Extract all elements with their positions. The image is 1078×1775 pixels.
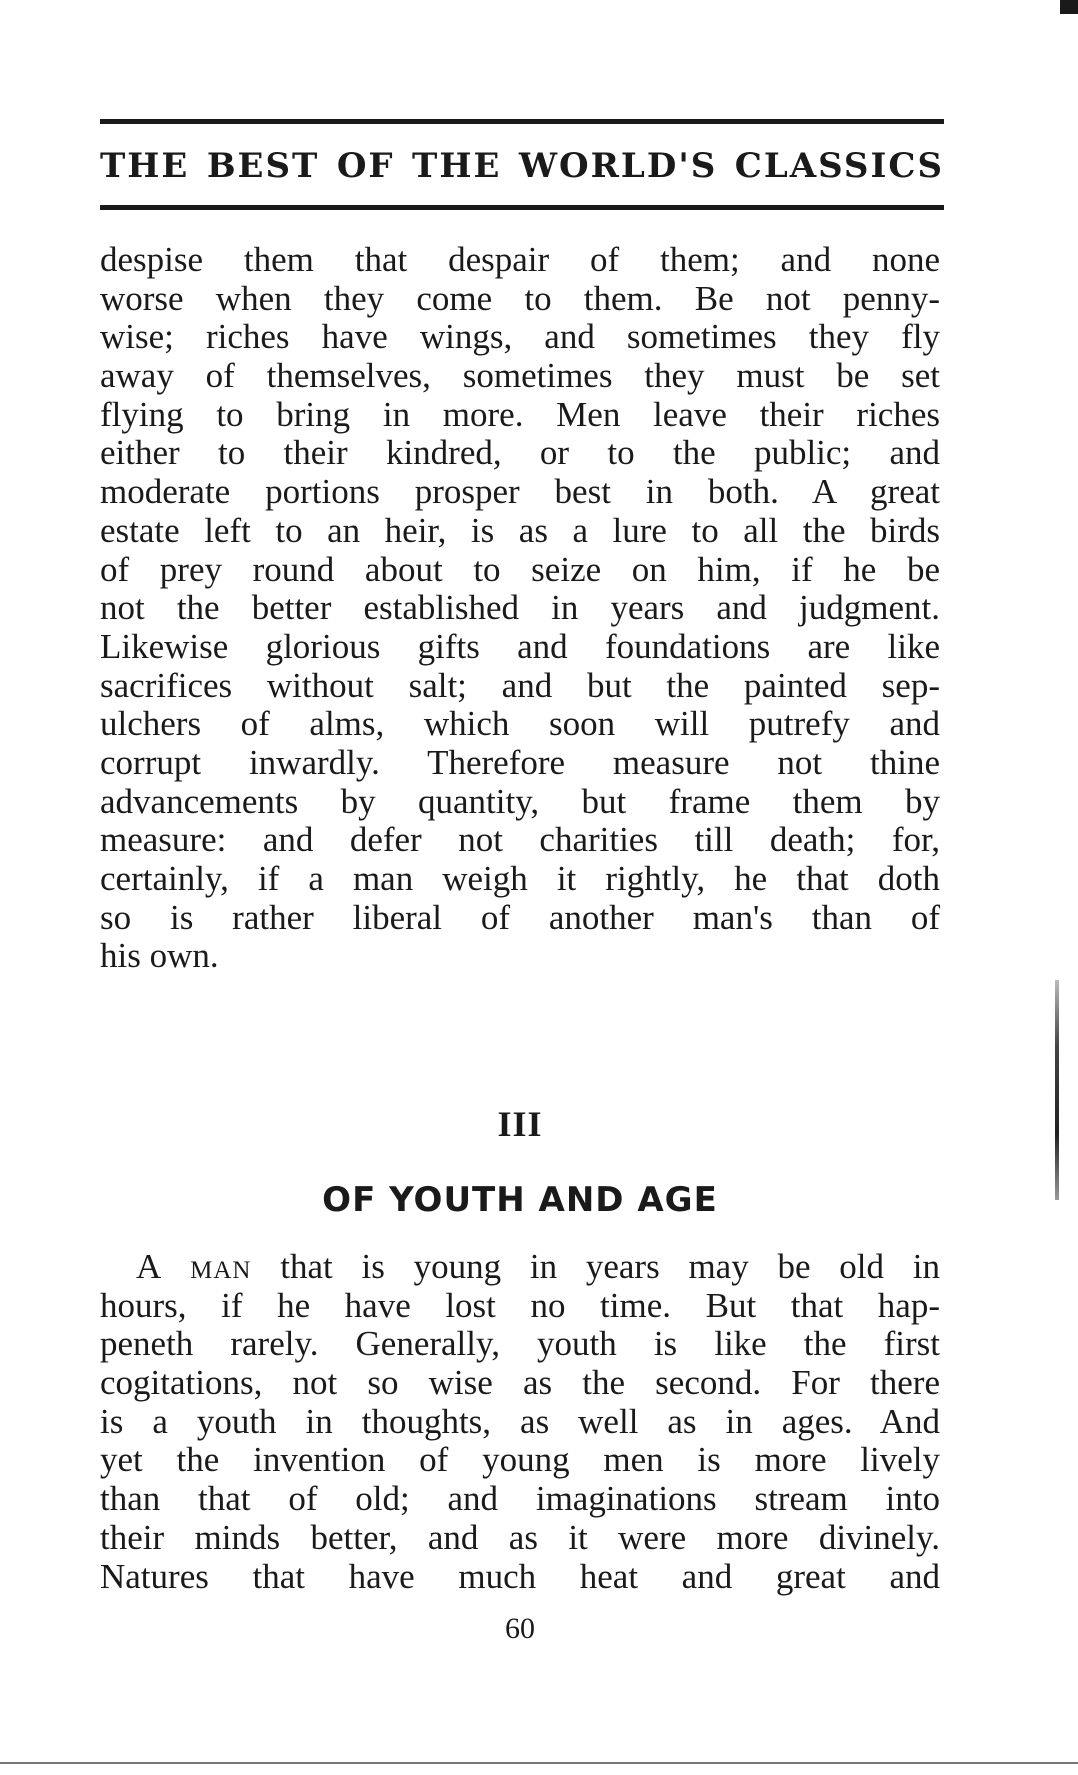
text-line: peneth rarely. Generally, youth is like the first xyxy=(100,1324,940,1364)
text-line: Likewise glorious gifts and foundations are like xyxy=(100,626,940,666)
header-rule-bottom xyxy=(100,205,944,210)
page-edge-shadow xyxy=(1055,980,1059,1200)
text-line: measure: and defer not charities till death; for, xyxy=(100,820,940,860)
text-line: wise; riches have wings, and sometimes they fly xyxy=(100,317,940,357)
header-rule-top xyxy=(100,119,944,124)
text-line: so is rather liberal of another man's than of xyxy=(100,897,940,937)
page-number: 60 xyxy=(505,1612,535,1645)
first-line-text: that is young in years may be old in xyxy=(251,1247,940,1286)
lead-smallcaps: A man xyxy=(136,1247,252,1286)
text-line: estate left to an heir, is as a lure to all the birds xyxy=(100,510,940,550)
text-line: his own. xyxy=(100,936,219,976)
text-line: is a youth in thoughts, as well as in ages. And xyxy=(100,1401,940,1441)
text-line: than that of old; and imaginations stream into xyxy=(100,1479,940,1519)
page-bottom-edge xyxy=(0,1762,1078,1764)
text-line: certainly, if a man weigh it rightly, he that doth xyxy=(100,859,940,898)
text-line: cogitations, not so wise as the second. For there xyxy=(100,1363,940,1403)
text-line: corrupt inwardly. Therefore measure not thine xyxy=(100,742,940,782)
text-line: not the better established in years and judgment. xyxy=(100,588,940,628)
text-line: of prey round about to seize on him, if he be xyxy=(100,549,940,589)
running-head: THE BEST OF THE WORLD'S CLASSICS xyxy=(100,146,944,186)
page-edge-mark xyxy=(1060,0,1078,14)
text-line: hours, if he have lost no time. But that hap- xyxy=(100,1285,940,1325)
chapter-number: III xyxy=(497,1104,543,1144)
text-line: their minds better, and as it were more divinely. xyxy=(100,1517,940,1557)
text-line: worse when they come to them. Be not penny- xyxy=(100,278,940,318)
text-line: sacrifices without salt; and but the painted sep- xyxy=(100,665,940,705)
paragraph-first-line xyxy=(100,1248,940,1287)
text-line: flying to bring in more. Men leave their riches xyxy=(100,394,940,434)
text-line: advancements by quantity, but frame them by xyxy=(100,781,940,821)
paragraph-continued xyxy=(100,241,940,976)
text-line: yet the invention of young men is more lively xyxy=(100,1440,940,1480)
text-line: Natures that have much heat and great and xyxy=(100,1556,940,1596)
paragraph-youth-and-age xyxy=(100,1248,940,1596)
text-line: despise them that despair of them; and none xyxy=(100,240,940,279)
text-line: ulchers of alms, which soon will putrefy and xyxy=(100,704,940,744)
chapter-title: OF YOUTH AND AGE xyxy=(322,1180,718,1220)
text-line: moderate portions prosper best in both. A great xyxy=(100,472,940,512)
text-line: either to their kindred, or to the public; and xyxy=(100,433,940,473)
text-line: away of themselves, sometimes they must be set xyxy=(100,356,940,396)
